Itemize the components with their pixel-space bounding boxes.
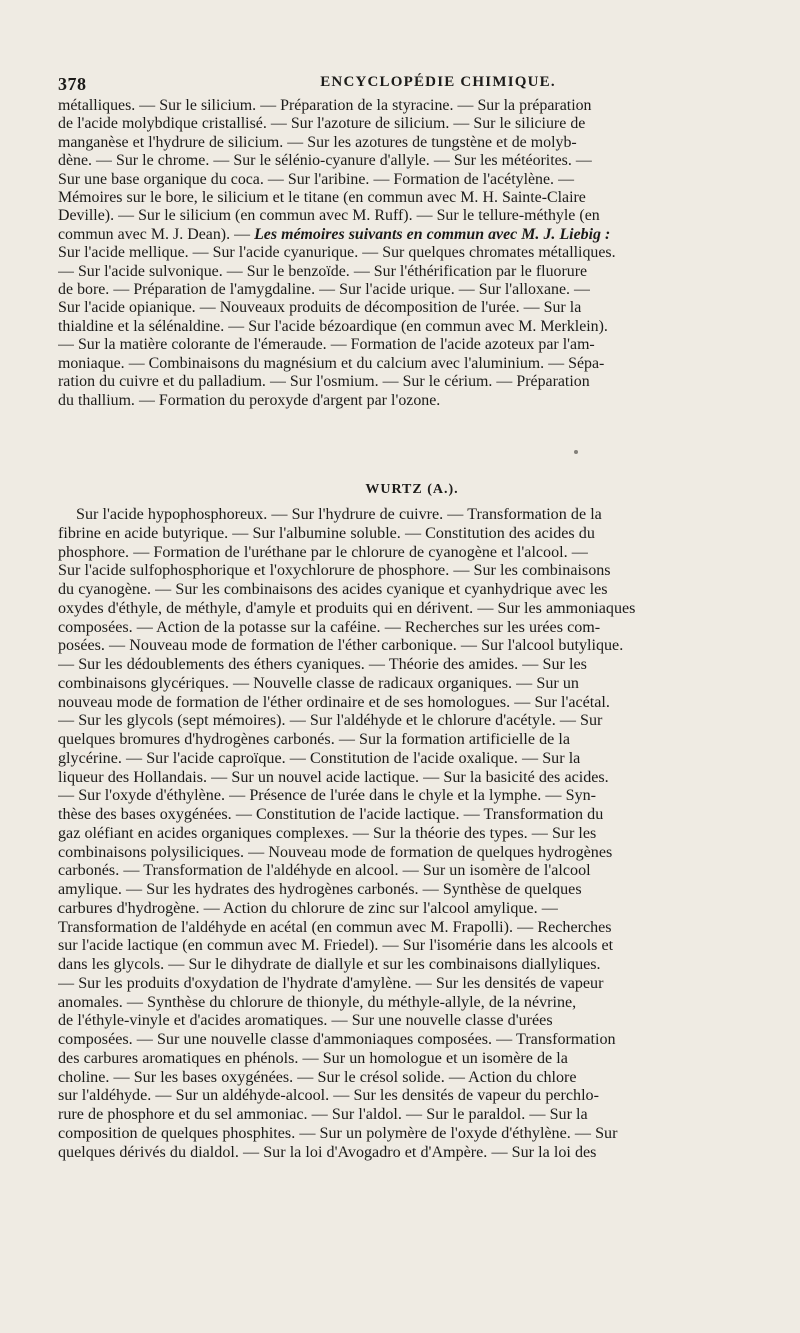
text-line: Deville). — Sur le silicium (en commun avec M. Ruff). — Sur le tellure-méthyle (en (58, 207, 600, 225)
text-line: du thallium. — Formation du peroxyde d'argent par l'ozone. (58, 391, 441, 409)
top-paragraph (58, 97, 766, 410)
text-line: de l'éthyle-vinyle et d'acides aromatiques. — Sur une nouvelle classe d'urées (58, 1012, 553, 1030)
text-line: Mémoires sur le bore, le silicium et le titane (en commun avec M. H. Sainte-Claire (58, 189, 586, 207)
text-line: composées. — Sur une nouvelle classe d'ammoniaques composées. — Transformation (58, 1031, 616, 1048)
text-line: choline. — Sur les bases oxygénées. — Sur le crésol solide. — Action du chlore (58, 1068, 577, 1086)
text-line: oxydes d'éthyle, de méthyle, d'amyle et produits qui en dérivent. — Sur les ammoniaques (58, 599, 636, 617)
text-line: moniaque. — Combinaisons du magnésium et du calcium avec l'aluminium. — Sépa- (58, 354, 605, 372)
text-line: rure de phosphore et du sel ammoniac. — Sur l'aldol. — Sur le paraldol. — Sur la (58, 1106, 588, 1123)
text-line: — Sur la matière colorante de l'émeraude. — Formation de l'acide azoteux par l'am- (58, 336, 595, 354)
text-line: combinaisons glycériques. — Nouvelle classe de radicaux organiques. — Sur un (58, 674, 579, 692)
text-line: dène. — Sur le chrome. — Sur le sélénio-cyanure d'allyle. — Sur les météorites. — (58, 152, 592, 170)
text-line: Sur l'acide opianique. — Nouveaux produits de décomposition de l'urée. — Sur la (58, 299, 582, 317)
text-line: Sur l'acide mellique. — Sur l'acide cyanurique. — Sur quelques chromates métalliques. (58, 244, 616, 262)
text-line: sur l'aldéhyde. — Sur un aldéhyde-alcool. — Sur les densités de vapeur du perchlo- (58, 1087, 599, 1105)
text-line: de bore. — Préparation de l'amygdaline. — Sur l'acide urique. — Sur l'alloxane. — (58, 281, 590, 299)
page-header (58, 74, 766, 98)
text-line: phosphore. — Formation de l'uréthane par le chlorure de cyanogène et l'alcool. — (58, 543, 588, 561)
text-line: glycérine. — Sur l'acide caproïque. — Constitution de l'acide oxalique. — Sur la (58, 749, 581, 767)
text-line: — Sur les produits d'oxydation de l'hydrate d'amylène. — Sur les densités de vapeur (58, 974, 604, 992)
text-line: carbures d'hydrogène. — Action du chlorure de zinc sur l'alcool amylique. — (58, 899, 558, 917)
text-line: — Sur les glycols (sept mémoires). — Sur l'aldéhyde et le chlorure d'acétyle. — Sur (58, 712, 603, 730)
text-line: combinaisons polysiliciques. — Nouveau mode de formation de quelques hydrogènes (58, 843, 613, 861)
text-line: composées. — Action de la potasse sur la caféine. — Recherches sur les urées com- (58, 618, 601, 636)
text-line: composition de quelques phosphites. — Sur un polymère de l'oxyde d'éthylène. — Sur (58, 1124, 618, 1142)
text-line: — Sur l'oxyde d'éthylène. — Présence de l'urée dans le chyle et la lymphe. — Syn- (58, 787, 597, 805)
italic-emphasis: Les mémoires suivants en commun avec M. J. Liebig : (254, 225, 611, 243)
text-line: sur l'acide lactique (en commun avec M. Friedel). — Sur l'isomérie dans les alcools et (58, 937, 614, 955)
text-line: thèse des bases oxygénées. — Constitution de l'acide lactique. — Transformation du (58, 806, 604, 823)
page-number: 378 (58, 74, 87, 94)
text-line: du cyanogène. — Sur les combinaisons des acides cyanique et cyanhydrique avec les (58, 581, 608, 598)
text-line: anomales. — Synthèse du chlorure de thionyle, du méthyle-allyle, de la névrine, (58, 993, 577, 1011)
bottom-paragraph (58, 506, 766, 1162)
text-line: Sur une base organique du coca. — Sur l'aribine. — Formation de l'acétylène. — (58, 170, 574, 188)
text-line: Transformation de l'aldéhyde en acétal (en commun avec M. Frapolli). — Recherches (58, 918, 612, 936)
text-line-start: commun avec M. J. Dean). — (58, 225, 255, 243)
text-line: liqueur des Hollandais. — Sur un nouvel acide lactique. — Sur la basicité des acides. (58, 768, 609, 786)
text-line: Sur l'acide sulfophosphorique et l'oxychlorure de phosphore. — Sur les combinaisons (58, 562, 611, 580)
text-line: des carbures aromatiques en phénols. — Sur un homologue et un isomère de la (58, 1049, 568, 1067)
text-line: ration du cuivre et du palladium. — Sur l'osmium. — Sur le cérium. — Préparation (58, 373, 590, 391)
text-line: Sur l'acide hypophosphoreux. — Sur l'hydrure de cuivre. — Transformation de la (76, 506, 602, 523)
text-line: amylique. — Sur les hydrates des hydrogènes carbonés. — Synthèse de quelques (58, 881, 582, 898)
text-line: — Sur les dédoublements des éthers cyaniques. — Théorie des amides. — Sur les (58, 656, 587, 673)
text-line: — Sur l'acide sulvonique. — Sur le benzoïde. — Sur l'éthérification par le fluorure (58, 262, 588, 280)
text-line: manganèse et l'hydrure de silicium. — Sur les azotures de tungstène et de molyb- (58, 133, 577, 151)
text-line-with-emphasis (58, 226, 766, 244)
text-line: nouveau mode de formation de l'éther ordinaire et de ses homologues. — Sur l'acétal. (58, 693, 610, 711)
text-line: gaz oléfiant en acides organiques complexes. — Sur la théorie des types. — Sur les (58, 824, 597, 842)
print-speck (574, 450, 578, 454)
text-line: quelques dérivés du dialdol. — Sur la loi d'Avogadro et d'Ampère. — Sur la loi des (58, 1143, 597, 1161)
text-line: de l'acide molybdique cristallisé. — Sur l'azoture de silicium. — Sur le siliciure de (58, 115, 586, 133)
text-line: carbonés. — Transformation de l'aldéhyde en alcool. — Sur un isomère de l'alcool (58, 862, 591, 880)
running-title: ENCYCLOPÉDIE CHIMIQUE. (320, 74, 556, 90)
text-line: fibrine en acide butyrique. — Sur l'albumine soluble. — Constitution des acides du (58, 524, 595, 542)
section-heading: WURTZ (A.). (365, 482, 459, 497)
text-line: quelques bromures d'hydrogènes carbonés. — Sur la formation artificielle de la (58, 731, 571, 748)
text-line: thialdine et la sélénaldine. — Sur l'acide bézoardique (en commun avec M. Merklein). (58, 317, 608, 335)
text-line: posées. — Nouveau mode de formation de l'éther carbonique. — Sur l'alcool butylique. (58, 637, 624, 655)
text-line: métalliques. — Sur le silicium. — Préparation de la styracine. — Sur la préparation (58, 97, 592, 114)
text-line: dans les glycols. — Sur le dihydrate de diallyle et sur les combinaisons diallyliques. (58, 956, 601, 973)
